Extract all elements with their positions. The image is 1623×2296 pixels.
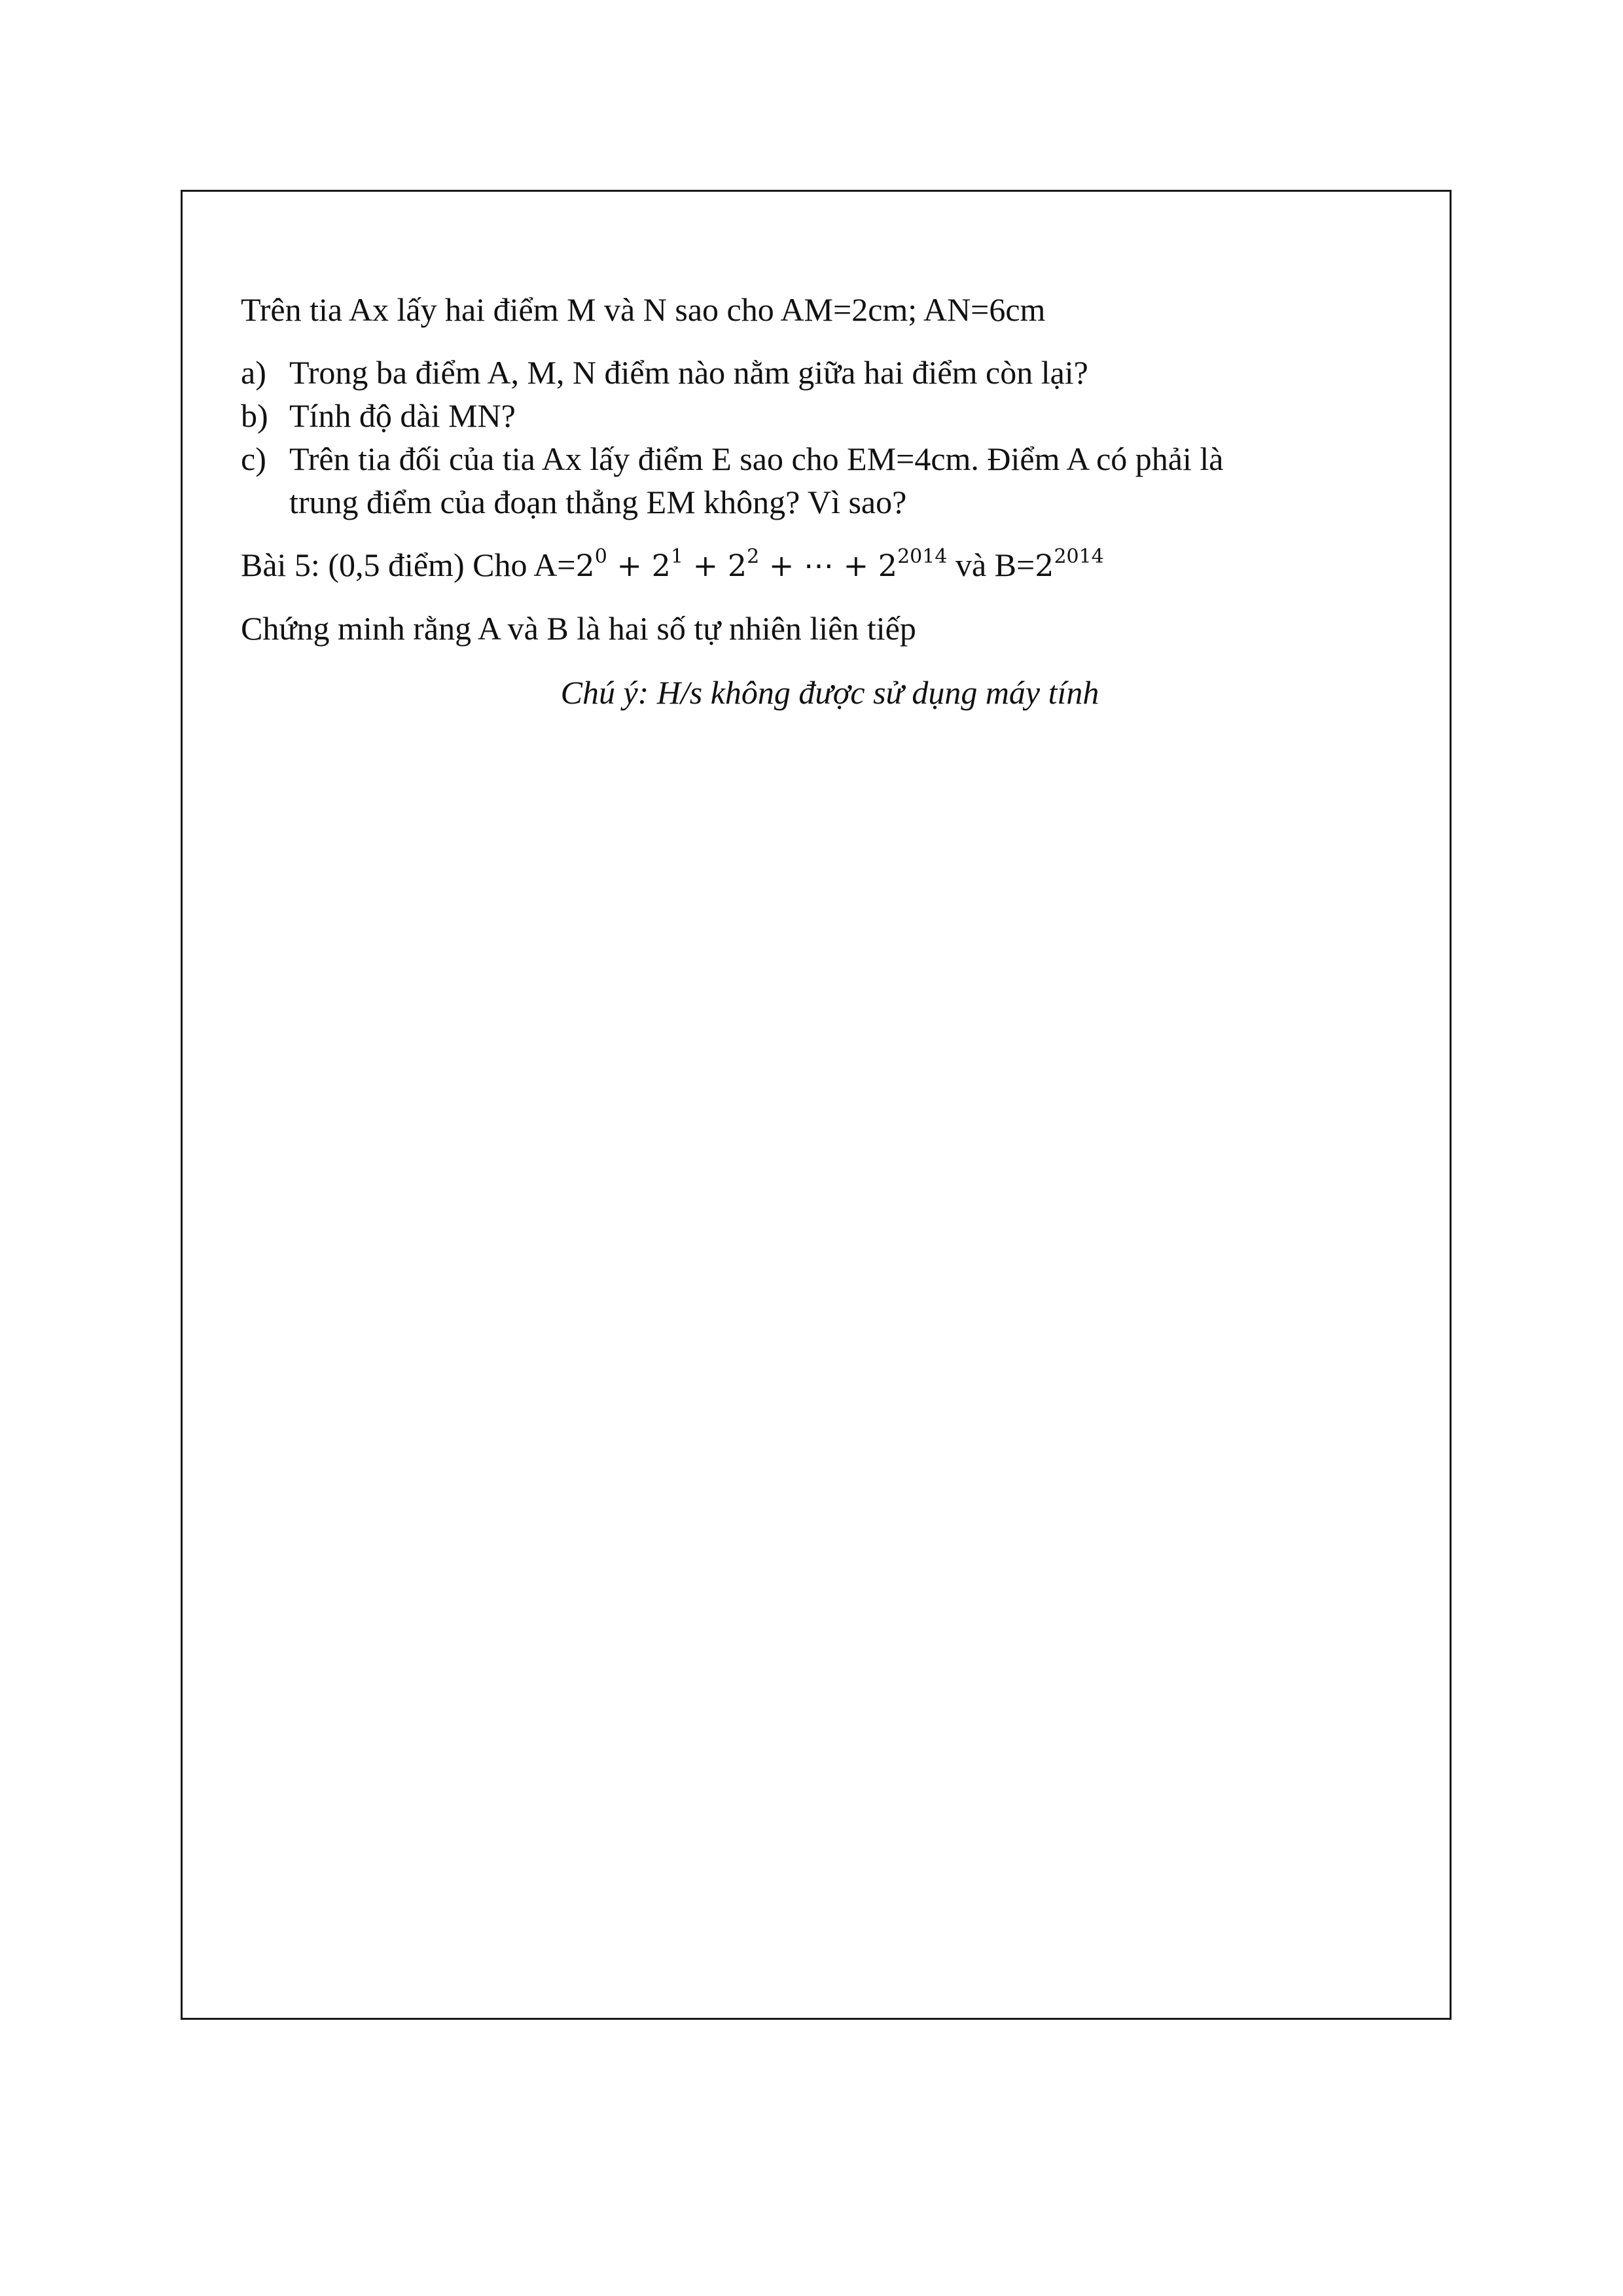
sum-term: $2^{2014}$ — [878, 545, 948, 583]
question-a — [241, 351, 1406, 394]
problem-5-connector: và B= — [947, 547, 1035, 583]
question-marker: a) — [241, 354, 266, 391]
sum-operator: + — [683, 548, 728, 583]
question-b — [241, 394, 1406, 437]
exam-content — [241, 288, 1406, 714]
sum-term: $2^0$ — [575, 545, 607, 583]
question-text: Trong ba điểm A, M, N điểm nào nằm giữa hai điểm còn lại? — [289, 354, 1088, 391]
question-text: Tính độ dài MN? — [289, 397, 516, 434]
b-expression: $2^{2014}$ — [1035, 545, 1104, 583]
question-text: Trên tia đối của tia Ax lấy điểm E sao cho EM=4cm. Điểm A có phải là — [289, 440, 1224, 477]
sum-term: $2^2$ — [727, 545, 760, 583]
sum-expression — [575, 545, 948, 583]
problem-4-questions — [241, 351, 1406, 524]
question-marker: b) — [241, 397, 268, 434]
sum-operator: + ⋯ + — [759, 548, 878, 583]
question-text-continued: trung điểm của đoạn thẳng EM không? Vì sao? — [289, 484, 907, 520]
problem-5-proof-task: Chứng minh rằng A và B là hai số tự nhiên liên tiếp — [241, 610, 916, 647]
question-c — [241, 437, 1406, 524]
problem-4-intro: Trên tia Ax lấy hai điểm M và N sao cho AM=2cm; AN=6cm — [241, 291, 1046, 328]
sum-operator: + — [607, 548, 652, 583]
question-marker: c) — [241, 440, 266, 477]
problem-5-lead: Bài 5: (0,5 điểm) Cho A= — [241, 547, 576, 583]
calculator-note: Chú ý: H/s không được sử dụng máy tính — [560, 674, 1099, 711]
problem-5-statement — [241, 543, 1406, 587]
sum-term: $2^1$ — [651, 545, 684, 583]
